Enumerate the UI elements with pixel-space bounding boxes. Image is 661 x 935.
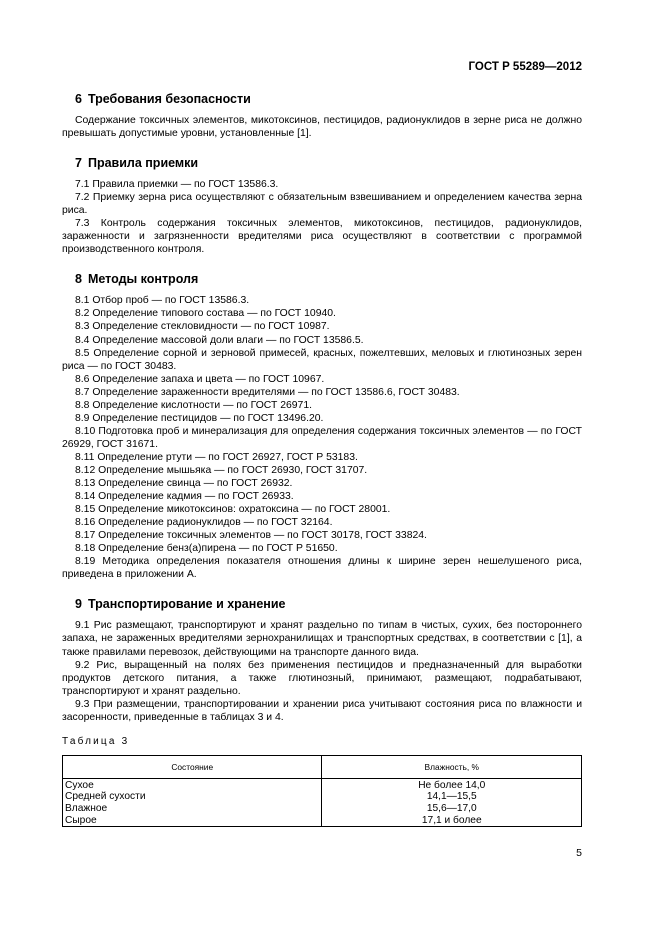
paragraph: 7.1 Правила приемки — по ГОСТ 13586.3.: [75, 179, 279, 191]
page-number: 5: [576, 847, 582, 859]
table-row: [63, 791, 582, 803]
table-header-state: Состояние: [63, 755, 322, 778]
table-header-moisture: Влажность, %: [322, 755, 582, 778]
paragraph: 8.3 Определение стекловидности — по ГОСТ 10987.: [75, 321, 330, 333]
paragraph: 8.11 Определение ртути — по ГОСТ 26927, ГОСТ Р 53183.: [75, 451, 358, 463]
section-heading: 9 Транспортирование и хранение: [75, 597, 286, 612]
table-cell: 14,1—15,5: [322, 791, 582, 803]
paragraph: 8.7 Определение зараженности вредителями — по ГОСТ 13586.6, ГОСТ 30483.: [75, 386, 460, 398]
paragraph: 8.12 Определение мышьяка — по ГОСТ 26930, ГОСТ 31707.: [75, 464, 368, 476]
table-cell: Не более 14,0: [322, 778, 582, 791]
table-caption: Таблица 3: [62, 735, 130, 747]
document-code: ГОСТ Р 55289—2012: [468, 61, 582, 73]
paragraph: 8.13 Определение свинца — по ГОСТ 26932.: [75, 478, 293, 490]
section-9: [62, 597, 582, 827]
paragraph: 8.2 Определение типового состава — по ГОСТ 10940.: [75, 308, 336, 320]
section-6: [62, 92, 582, 140]
paragraph: 8.9 Определение пестицидов — по ГОСТ 13496.20.: [75, 412, 324, 424]
paragraph: 9.3 При размещении, транспортировании и хранении риса учитывают состояния риса по влажности и засоренности, приведенные в таблицах 3 и 4.: [62, 698, 582, 723]
section-8: [62, 272, 582, 581]
table-row: [63, 803, 582, 815]
table-row: [63, 815, 582, 827]
paragraph: 8.15 Определение микотоксинов: охратоксина — по ГОСТ 28001.: [75, 504, 391, 516]
paragraph: 8.6 Определение запаха и цвета — по ГОСТ 10967.: [75, 373, 325, 385]
paragraph: 8.19 Методика определения показателя отношения длины к ширине зерен нешелушеного риса, приведена в приложении А.: [62, 556, 582, 581]
paragraph: 8.5 Определение сорной и зерновой примесей, красных, пожелтевших, меловых и глютинозных зерен риса — по ГОСТ 30483.: [62, 347, 582, 372]
table-cell: Сухое: [63, 778, 322, 791]
paragraph: 8.17 Определение токсичных элементов — по ГОСТ 30178, ГОСТ 33824.: [75, 530, 427, 542]
section-heading: 6 Требования безопасности: [75, 92, 251, 106]
table-cell: Сырое: [63, 815, 322, 827]
paragraph: 7.3 Контроль содержания токсичных элементов, микотоксинов, пестицидов, радионуклидов, зараженности и загрязненности вредителями риса осуществляют в соответствии с программой производственного контроля.: [62, 218, 582, 256]
table-cell: 15,6—17,0: [322, 803, 582, 815]
moisture-table: [62, 755, 582, 827]
paragraph: 9.1 Рис размещают, транспортируют и хранят раздельно по типам в чистых, сухих, без постороннего запаха, не зараженных вредителями зернохранилищах и транспортных средствах, в соответствии с [1], а также правилами перевозок, действующими на транспорте данного вида.: [62, 620, 582, 658]
page-content: [62, 92, 582, 843]
table-cell: 17,1 и более: [322, 815, 582, 827]
section-heading: 8 Методы контроля: [75, 272, 199, 287]
paragraph: 8.8 Определение кислотности — по ГОСТ 26971.: [75, 399, 312, 411]
paragraph: 8.10 Подготовка проб и минерализация для определения содержания токсичных элементов — по ГОСТ 26929, ГОСТ 31671.: [62, 425, 582, 450]
section-7: [62, 156, 582, 256]
table-cell: Влажное: [63, 803, 322, 815]
paragraph: 7.2 Приемку зерна риса осуществляют с обязательным взвешиванием и определением качества зерна риса.: [62, 192, 582, 217]
paragraph: 8.1 Отбор проб — по ГОСТ 13586.3.: [75, 295, 250, 307]
table-row: [63, 778, 582, 791]
section-heading: 7 Правила приемки: [75, 156, 199, 171]
paragraph: 9.2 Рис, выращенный на полях без применения пестицидов и предназначенный для выработки продуктов детского питания, а также глютинозный, принимают, размещают, подрабатывают, транспортируют и хранят раздельно.: [62, 659, 582, 697]
paragraph: 8.16 Определение радионуклидов — по ГОСТ 32164.: [75, 517, 333, 529]
table-cell: Средней сухости: [63, 791, 322, 803]
paragraph: 8.4 Определение массовой доли влаги — по ГОСТ 13586.5.: [75, 334, 364, 346]
paragraph: Содержание токсичных элементов, микотоксинов, пестицидов, радионуклидов в зерне риса не должно превышать допустимые уровни, установленные [1].: [62, 115, 582, 140]
paragraph: 8.18 Определение бенз(а)пирена — по ГОСТ Р 51650.: [75, 543, 338, 555]
paragraph: 8.14 Определение кадмия — по ГОСТ 26933.: [75, 491, 294, 503]
